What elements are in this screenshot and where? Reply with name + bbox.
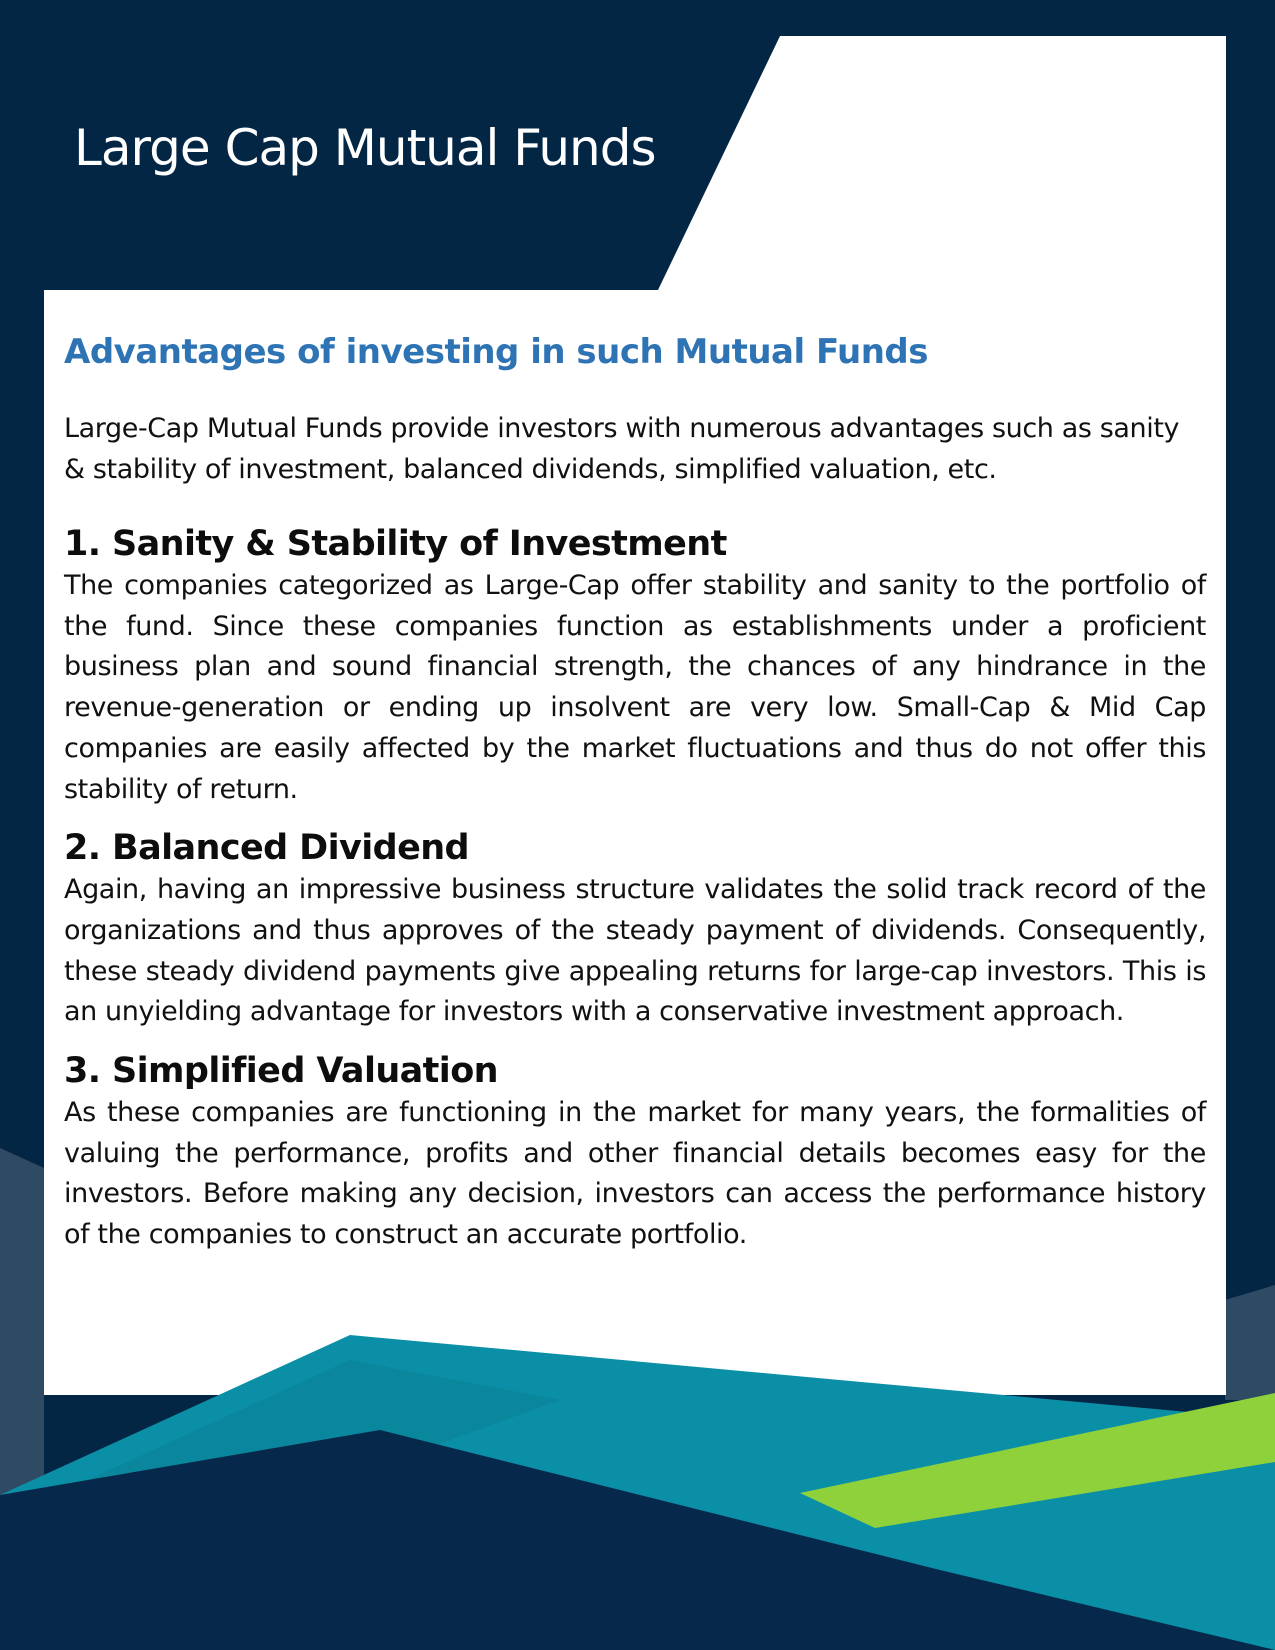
left-slate-stripe xyxy=(0,1148,44,1500)
section-balanced-dividend xyxy=(64,826,1206,1033)
page-title: Large Cap Mutual Funds xyxy=(74,119,656,177)
section-body: As these companies are functioning in the market for many years, the formalities of valuing the performance, profits and other financial details becomes easy for the investors. Before making any decision, investors can access the performance history of the companies to construct an accurate portfolio. xyxy=(64,1097,1206,1251)
advantages-heading: Advantages of investing in such Mutual Funds xyxy=(64,332,929,372)
section-sanity-stability xyxy=(64,522,1206,810)
section-heading: 2. Balanced Dividend xyxy=(64,828,470,869)
right-slate-stripe xyxy=(1225,1285,1275,1400)
intro-paragraph: Large-Cap Mutual Funds provide investors with numerous advantages such as sanity & stability of investment, balanced dividends, simplified valuation, etc. xyxy=(64,413,1180,485)
content-area xyxy=(64,330,1206,1256)
section-heading: 3. Simplified Valuation xyxy=(64,1051,498,1092)
section-simplified-valuation xyxy=(64,1049,1206,1256)
section-heading: 1. Sanity & Stability of Investment xyxy=(64,524,727,564)
section-body: The companies categorized as Large-Cap offer stability and sanity to the portfolio of the fund. Since these companies function as establishments under a proficient business plan and sound financial strength, the chances of any hindrance in the revenue-generation or ending up insolvent are very low. Small-Cap & Mid Cap companies are easily affected by the market fluctuations and thus do not offer this stability of return. xyxy=(64,570,1206,805)
section-body: Again, having an impressive business structure validates the solid track record of the organizations and thus approves of the steady payment of dividends. Consequently, these steady dividend payments give appealing returns for large-cap investors. This is an unyielding advantage for investors with a conservative investment approach. xyxy=(64,874,1206,1028)
